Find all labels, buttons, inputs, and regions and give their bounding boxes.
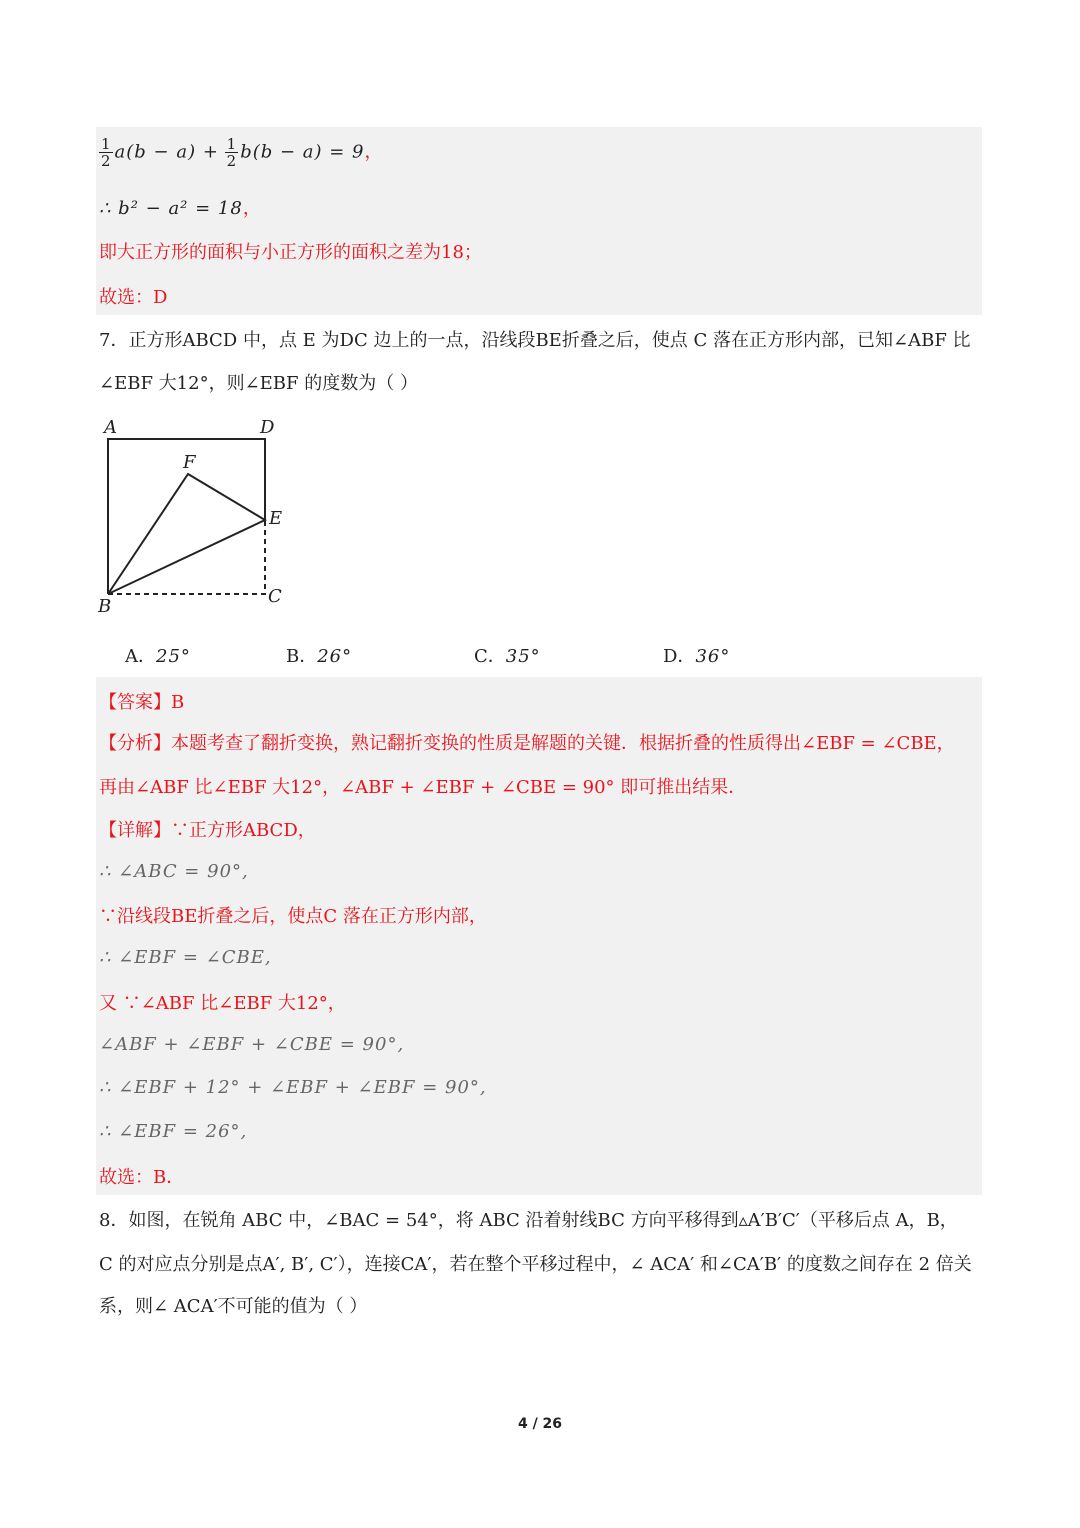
step-3: ∴ ∠EBF = ∠CBE,: [99, 947, 272, 968]
option-c: C．35°: [474, 646, 541, 667]
option-d: D．36°: [663, 646, 731, 667]
label-f: F: [183, 452, 196, 473]
label-c: C: [268, 586, 282, 607]
q8-line-2: C 的对应点分别是点A′, B′, C′），连接CA′，若在整个平移过程中，∠ ACA′ 和∠CA′B′ 的度数之间存在 2 倍关: [99, 1254, 972, 1275]
step-2: ∵沿线段BE折叠之后，使点C 落在正方形内部，: [99, 906, 487, 927]
prev-choice: 故选：D: [99, 287, 168, 308]
label-a: A: [104, 417, 117, 438]
option-b: B．26°: [286, 646, 353, 667]
q7-line-1: 7．正方形ABCD 中，点 E 为DC 边上的一点，沿线段BE折叠之后，使点 C 落在正方形内部，已知∠ABF 比: [99, 330, 971, 351]
equation-1: $\frac{1}{2}$ a(b − a) + $\frac{1}{2}$ b(b − a) = 9，: [101, 135, 383, 170]
option-a: A．25°: [125, 646, 191, 667]
equation-2: ∴ b² − a² = 18，: [99, 198, 261, 219]
label-e: E: [269, 508, 283, 529]
label-d: D: [260, 417, 275, 438]
label-b: B: [98, 596, 112, 615]
page-number: 4 / 26: [517, 1416, 563, 1432]
step-7: ∴ ∠EBF = 26°,: [99, 1121, 248, 1142]
q8-line-3: 系，则∠ ACA′不可能的值为（ ）: [99, 1296, 368, 1317]
step-5: ∠ABF + ∠EBF + ∠CBE = 90°,: [99, 1034, 405, 1055]
step-1: ∴ ∠ABC = 90°,: [99, 861, 249, 882]
answer: 【答案】B: [99, 692, 185, 713]
analysis-line-2: 再由∠ABF 比∠EBF 大12°，∠ABF + ∠EBF + ∠CBE = 90° 即可推出结果．: [99, 777, 747, 798]
detail-label: 【详解】∵正方形ABCD，: [99, 820, 316, 841]
fold-triangle: [108, 474, 265, 594]
fraction-half-1: $\frac{1}{2}$: [101, 135, 111, 170]
q7-choice: 故选：B．: [99, 1167, 185, 1188]
fraction-half-2: $\frac{1}{2}$: [226, 135, 237, 170]
square-fold-figure: [96, 415, 296, 615]
step-4: 又 ∵∠ABF 比∠EBF 大12°，: [99, 993, 346, 1014]
prev-conclusion: 即大正方形的面积与小正方形的面积之差为18；: [99, 242, 482, 263]
q7-line-2: ∠EBF 大12°，则∠EBF 的度数为（ ）: [99, 373, 418, 394]
analysis-line-1: 【分析】本题考查了翻折变换，熟记翻折变换的性质是解题的关键．根据折叠的性质得出∠EBF = ∠CBE，: [99, 733, 955, 754]
step-6: ∴ ∠EBF + 12° + ∠EBF + ∠EBF = 90°,: [99, 1077, 487, 1098]
q8-line-1: 8．如图，在锐角 ABC 中，∠BAC = 54°，将 ABC 沿着射线BC 方向平移得到▵A′B′C′（平移后点 A，B，: [99, 1210, 958, 1231]
